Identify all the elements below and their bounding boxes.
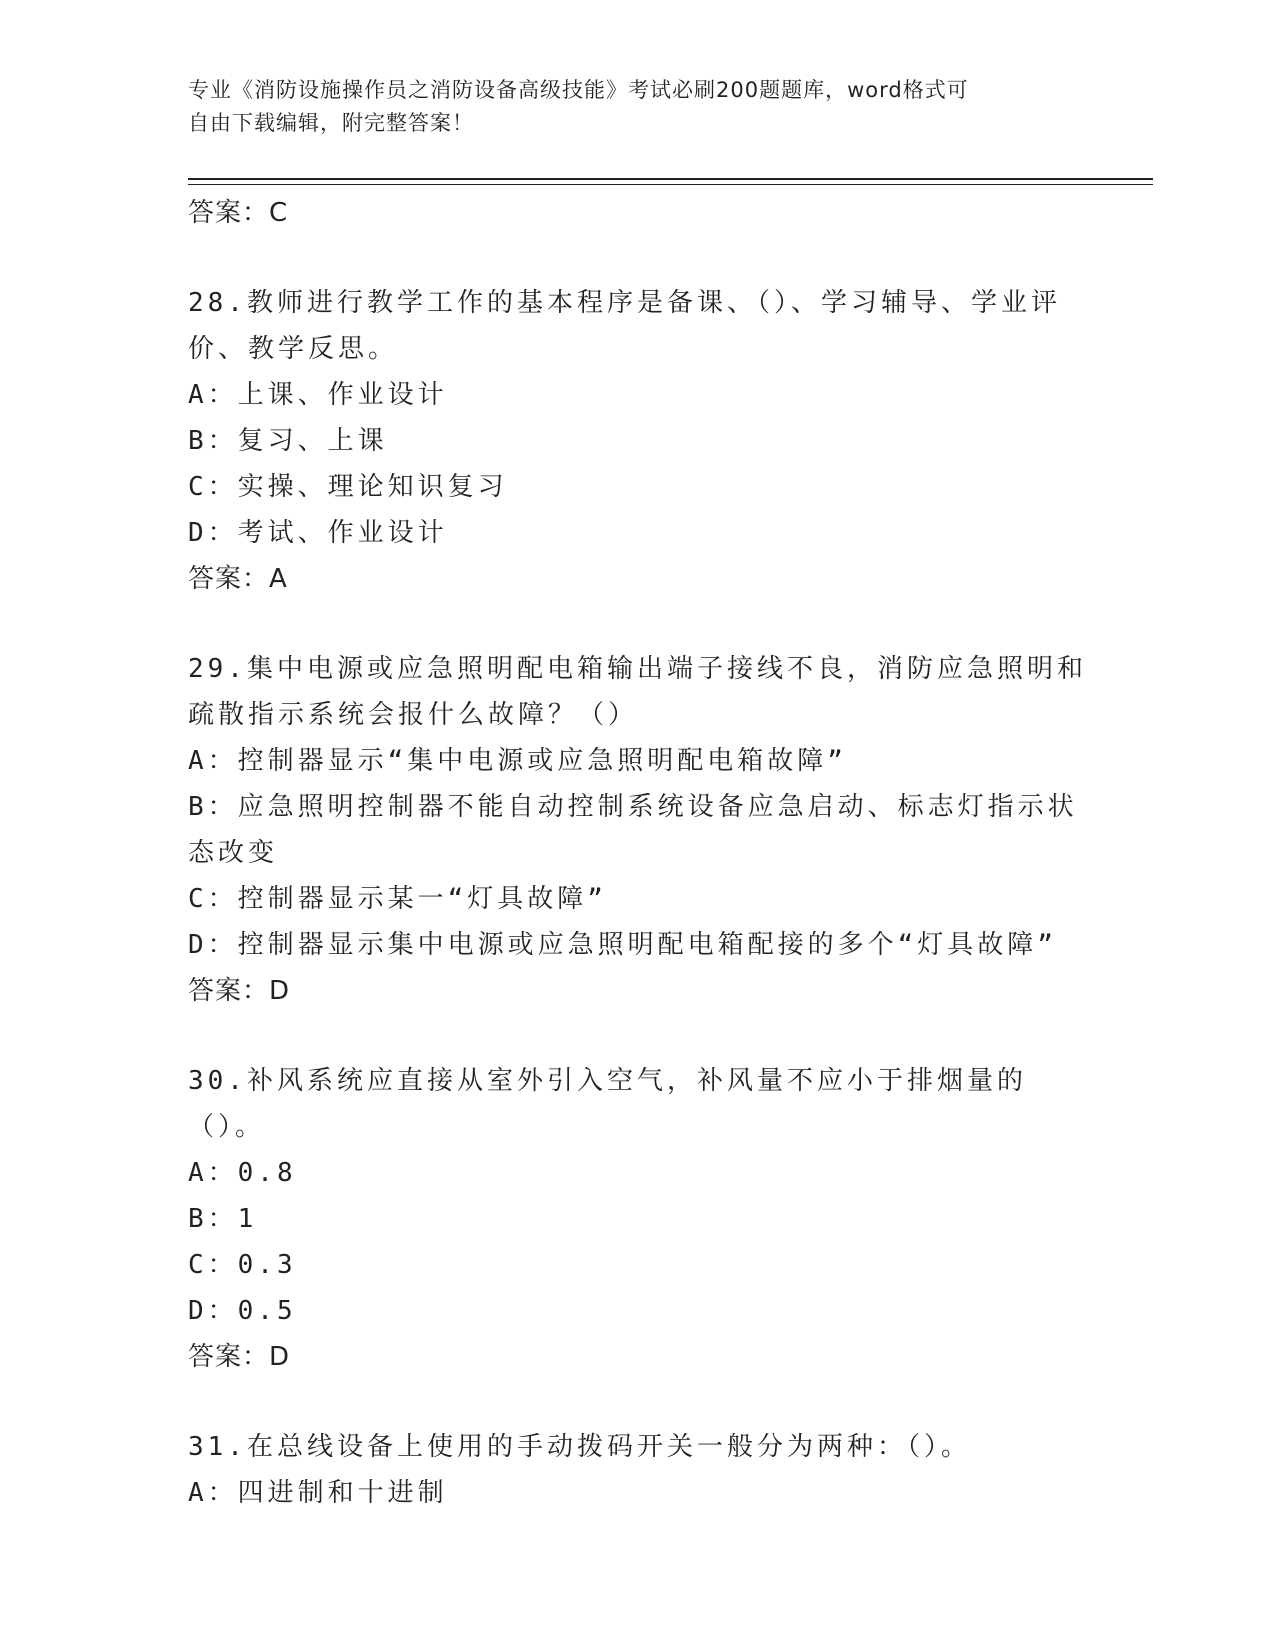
header-divider-thick — [188, 178, 1153, 180]
answer-line: 答案：C — [188, 198, 289, 228]
question-stem: 29.集中电源或应急照明配电箱输出端子接线不良，消防应急照明和疏散指示系统会报什么故障？（） — [188, 654, 1087, 730]
header-divider-thin — [188, 184, 1153, 185]
header-title-line-1: 专业《消防设施操作员之消防设备高级技能》考试必刷200题题库，word格式可 — [188, 78, 969, 102]
answer-line: 答案：A — [188, 564, 288, 594]
question-stem: 28.教师进行教学工作的基本程序是备课、（）、学习辅导、学业评价、教学反思。 — [188, 288, 1061, 364]
question-stem: 31.在总线设备上使用的手动拨码开关一般分为两种：（）。 — [188, 1432, 971, 1462]
question-29 — [188, 646, 1088, 1014]
question-31 — [188, 1424, 1088, 1516]
option-c: C：控制器显示某一“灯具故障” — [188, 884, 607, 914]
option-d: D：0.5 — [188, 1296, 297, 1326]
option-b: B：1 — [188, 1204, 258, 1234]
option-a: A：控制器显示“集中电源或应急照明配电箱故障” — [188, 746, 847, 776]
option-a: A：0.8 — [188, 1158, 297, 1188]
answer-line: 答案：D — [188, 976, 291, 1006]
option-b: B：复习、上课 — [188, 426, 388, 456]
option-c: C：0.3 — [188, 1250, 297, 1280]
document-header — [188, 74, 1068, 140]
question-list — [188, 190, 1088, 1516]
question-30 — [188, 1058, 1088, 1380]
option-a: A：四进制和十进制 — [188, 1478, 448, 1508]
option-d: D：控制器显示集中电源或应急照明配电箱配接的多个“灯具故障” — [188, 930, 1057, 960]
question-stem: 30.补风系统应直接从室外引入空气，补风量不应小于排烟量的（）。 — [188, 1066, 1027, 1142]
question-28 — [188, 280, 1088, 602]
option-b: B：应急照明控制器不能自动控制系统设备应急启动、标志灯指示状态改变 — [188, 792, 1078, 868]
header-title-line-2: 自由下载编辑，附完整答案！ — [188, 111, 474, 135]
option-a: A：上课、作业设计 — [188, 380, 448, 410]
option-c: C：实操、理论知识复习 — [188, 472, 508, 502]
option-d: D：考试、作业设计 — [188, 518, 448, 548]
answer-line: 答案：D — [188, 1342, 291, 1372]
